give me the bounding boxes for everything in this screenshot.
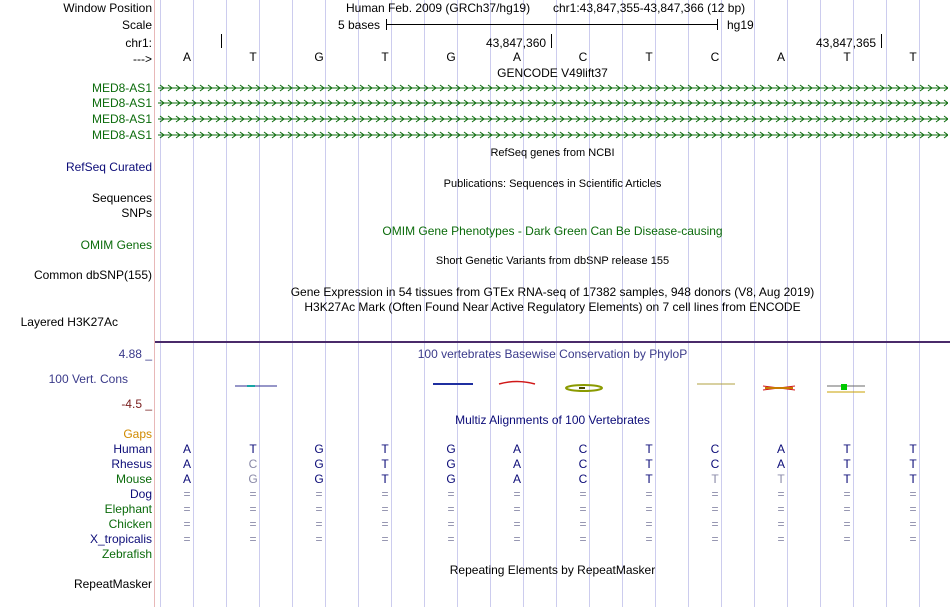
alignment-cell[interactable]: =: [513, 532, 521, 546]
alignment-cell[interactable]: T: [843, 442, 851, 456]
alignment-cell[interactable]: =: [513, 502, 521, 516]
base-letter[interactable]: G: [446, 50, 456, 64]
alignment-cell[interactable]: =: [381, 487, 389, 501]
alignment-cell[interactable]: T: [909, 472, 917, 486]
label-species-mouse[interactable]: Mouse: [115, 472, 152, 486]
phylop-signal[interactable]: [155, 376, 950, 398]
track-title-publications[interactable]: Publications: Sequences in Scientific Articles: [443, 178, 662, 190]
scale-label: 5 bases: [338, 18, 381, 32]
alignment-cell[interactable]: A: [182, 442, 191, 456]
alignment-cell[interactable]: =: [909, 532, 917, 546]
label-common-dbsnp[interactable]: Common dbSNP(155): [33, 268, 152, 282]
alignment-cell[interactable]: =: [183, 517, 191, 531]
alignment-cell[interactable]: =: [249, 487, 257, 501]
base-letter[interactable]: A: [776, 50, 785, 64]
alignment-cell[interactable]: =: [579, 532, 587, 546]
alignment-cell[interactable]: =: [645, 487, 653, 501]
alignment-cell[interactable]: =: [579, 487, 587, 501]
track-title-repeatmasker[interactable]: Repeating Elements by RepeatMasker: [449, 563, 656, 577]
alignment-cell[interactable]: G: [446, 472, 456, 486]
alignment-cell[interactable]: =: [381, 502, 389, 516]
alignment-cell[interactable]: =: [711, 502, 719, 516]
label-phylop-max: 4.88 _: [118, 347, 152, 361]
alignment-cell[interactable]: =: [513, 487, 521, 501]
track-title-multiz[interactable]: Multiz Alignments of 100 Vertebrates: [455, 413, 650, 427]
alignment-cell[interactable]: G: [314, 472, 324, 486]
track-labels-panel: [0, 0, 154, 607]
track-title-gencode[interactable]: GENCODE V49lift37: [497, 66, 608, 80]
alignment-cell[interactable]: =: [645, 517, 653, 531]
label-species-x-tropicalis[interactable]: X_tropicalis: [89, 532, 152, 546]
label-species-elephant[interactable]: Elephant: [104, 502, 152, 516]
alignment-cell[interactable]: =: [249, 517, 257, 531]
alignment-cell[interactable]: =: [777, 502, 785, 516]
label-species-human[interactable]: Human: [113, 442, 152, 456]
alignment-cell[interactable]: =: [777, 517, 785, 531]
base-letter[interactable]: A: [512, 50, 521, 64]
label-scale: Scale: [121, 18, 152, 32]
alignment-cell[interactable]: =: [447, 502, 455, 516]
track-title-gtex[interactable]: Gene Expression in 54 tissues from GTEx RNA-seq of 17382 samples, 948 donors (V8, Aug 2019): [290, 285, 815, 299]
base-letter[interactable]: G: [314, 50, 324, 64]
alignment-cell[interactable]: =: [381, 517, 389, 531]
label-omim-genes[interactable]: OMIM Genes: [80, 238, 152, 252]
track-title-phylop[interactable]: 100 vertebrates Basewise Conservation by PhyloP: [417, 347, 688, 361]
alignment-cell[interactable]: C: [710, 442, 720, 456]
h3k27ac-signal-line: [155, 341, 950, 343]
alignment-cell[interactable]: T: [645, 457, 653, 471]
alignment-cell[interactable]: T: [381, 457, 389, 471]
label-refseq-curated[interactable]: RefSeq Curated: [65, 160, 152, 174]
label-phylop-min: -4.5 _: [121, 397, 152, 411]
alignment-cell[interactable]: T: [711, 472, 719, 486]
label-window-position: Window Position: [63, 1, 152, 15]
track-title-h3k27ac[interactable]: H3K27Ac Mark (Often Found Near Active Regulatory Elements) on 7 cell lines from ENCODE: [304, 300, 801, 314]
label-species-zebrafish[interactable]: Zebrafish: [101, 547, 152, 561]
alignment-cell[interactable]: A: [512, 472, 521, 486]
alignment-cell[interactable]: G: [446, 457, 456, 471]
ruler-tick-1: [221, 34, 222, 48]
track-title-omim[interactable]: OMIM Gene Phenotypes - Dark Green Can Be Disease-causing: [382, 224, 723, 238]
label-species-chicken[interactable]: Chicken: [108, 517, 152, 531]
alignment-cell[interactable]: =: [579, 502, 587, 516]
alignment-cell[interactable]: =: [579, 517, 587, 531]
ruler-coord-1: 43,847,360: [486, 36, 547, 50]
alignment-cell[interactable]: C: [578, 457, 588, 471]
alignment-cell[interactable]: T: [645, 472, 653, 486]
label-gene-med8-as1-1[interactable]: MED8-AS1: [91, 81, 152, 95]
alignment-cell[interactable]: =: [447, 487, 455, 501]
alignment-cell[interactable]: A: [776, 457, 785, 471]
label-layered-h3k27ac[interactable]: Layered H3K27Ac: [20, 315, 118, 329]
alignment-cell[interactable]: A: [512, 442, 521, 456]
alignment-cell[interactable]: =: [315, 532, 323, 546]
scale-bar-right-tick: [717, 19, 718, 30]
alignment-cell[interactable]: =: [645, 502, 653, 516]
alignment-cell[interactable]: C: [578, 442, 588, 456]
alignment-cell[interactable]: C: [710, 457, 720, 471]
gene-feature-1[interactable]: [158, 84, 948, 92]
track-title-refseq[interactable]: RefSeq genes from NCBI: [490, 147, 615, 159]
alignment-cell[interactable]: =: [249, 532, 257, 546]
alignment-cell[interactable]: =: [777, 532, 785, 546]
alignment-cell[interactable]: =: [843, 532, 851, 546]
alignment-cell[interactable]: =: [843, 517, 851, 531]
label-100-vert-cons[interactable]: 100 Vert. Cons: [48, 372, 128, 386]
alignment-cell[interactable]: =: [711, 532, 719, 546]
label-chrom: chr1:: [125, 36, 152, 50]
alignment-cell[interactable]: T: [843, 457, 851, 471]
alignment-cell[interactable]: =: [183, 532, 191, 546]
alignment-cell[interactable]: =: [447, 517, 455, 531]
ruler-tick-3: [881, 34, 882, 48]
alignment-cell[interactable]: =: [777, 487, 785, 501]
label-gene-med8-as1-3[interactable]: MED8-AS1: [91, 112, 152, 126]
alignment-cell[interactable]: =: [909, 487, 917, 501]
alignment-cell[interactable]: T: [381, 472, 389, 486]
label-strand-arrow[interactable]: --->: [133, 52, 152, 66]
alignment-cell[interactable]: G: [446, 442, 456, 456]
label-gaps[interactable]: Gaps: [123, 427, 152, 441]
position-readout: chr1:43,847,355-43,847,366 (12 bp): [553, 1, 746, 15]
alignment-cell[interactable]: T: [777, 472, 785, 486]
alignment-cell[interactable]: T: [843, 472, 851, 486]
alignment-cell[interactable]: =: [381, 532, 389, 546]
alignment-cell[interactable]: C: [578, 472, 588, 486]
scale-bar: [386, 24, 717, 25]
alignment-cell[interactable]: T: [249, 442, 257, 456]
label-species-dog[interactable]: Dog: [129, 487, 152, 501]
base-letter[interactable]: T: [909, 50, 917, 64]
alignment-cell[interactable]: =: [645, 532, 653, 546]
alignment-cell[interactable]: G: [248, 472, 258, 486]
alignment-cell[interactable]: A: [512, 457, 521, 471]
gene-feature-2[interactable]: [158, 99, 948, 107]
gene-feature-3[interactable]: [158, 115, 948, 123]
label-sequences[interactable]: Sequences: [91, 191, 152, 205]
track-title-dbsnp[interactable]: Short Genetic Variants from dbSNP release 155: [435, 255, 670, 267]
alignment-cell[interactable]: =: [843, 502, 851, 516]
alignment-cell[interactable]: =: [447, 532, 455, 546]
alignment-cell[interactable]: G: [314, 457, 324, 471]
alignment-cell[interactable]: =: [183, 487, 191, 501]
alignment-cell[interactable]: =: [315, 502, 323, 516]
alignment-cell[interactable]: =: [315, 517, 323, 531]
base-letter[interactable]: C: [578, 50, 588, 64]
ruler-coord-2: 43,847,365: [816, 36, 877, 50]
alignment-cell[interactable]: =: [183, 502, 191, 516]
label-gene-med8-as1-4[interactable]: MED8-AS1: [91, 128, 152, 142]
base-letter[interactable]: T: [843, 50, 851, 64]
alignment-cell[interactable]: =: [909, 502, 917, 516]
scale-db: hg19: [727, 18, 754, 32]
gene-feature-4[interactable]: [158, 131, 948, 139]
base-letter[interactable]: T: [381, 50, 389, 64]
alignment-cell[interactable]: A: [182, 457, 191, 471]
alignment-cell[interactable]: =: [249, 502, 257, 516]
alignment-cell[interactable]: A: [182, 472, 191, 486]
alignment-cell[interactable]: T: [909, 457, 917, 471]
base-letter[interactable]: T: [645, 50, 653, 64]
alignment-cell[interactable]: =: [711, 517, 719, 531]
alignment-cell[interactable]: A: [776, 442, 785, 456]
base-letter[interactable]: T: [249, 50, 257, 64]
alignment-cell[interactable]: =: [711, 487, 719, 501]
assembly-title: Human Feb. 2009 (GRCh37/hg19): [346, 1, 531, 15]
alignment-cell[interactable]: T: [909, 442, 917, 456]
base-letter[interactable]: A: [182, 50, 191, 64]
alignment-cell[interactable]: =: [843, 487, 851, 501]
base-letter[interactable]: C: [710, 50, 720, 64]
label-gene-med8-as1-2[interactable]: MED8-AS1: [91, 96, 152, 110]
alignment-cell[interactable]: =: [315, 487, 323, 501]
label-snps[interactable]: SNPs: [121, 206, 152, 220]
alignment-cell[interactable]: =: [909, 517, 917, 531]
alignment-cell[interactable]: C: [248, 457, 258, 471]
label-repeatmasker[interactable]: RepeatMasker: [73, 577, 152, 591]
alignment-cell[interactable]: G: [314, 442, 324, 456]
alignment-cell[interactable]: T: [381, 442, 389, 456]
label-species-rhesus[interactable]: Rhesus: [111, 457, 152, 471]
alignment-cell[interactable]: T: [645, 442, 653, 456]
alignment-cell[interactable]: =: [513, 517, 521, 531]
ruler-tick-2: [551, 34, 552, 48]
